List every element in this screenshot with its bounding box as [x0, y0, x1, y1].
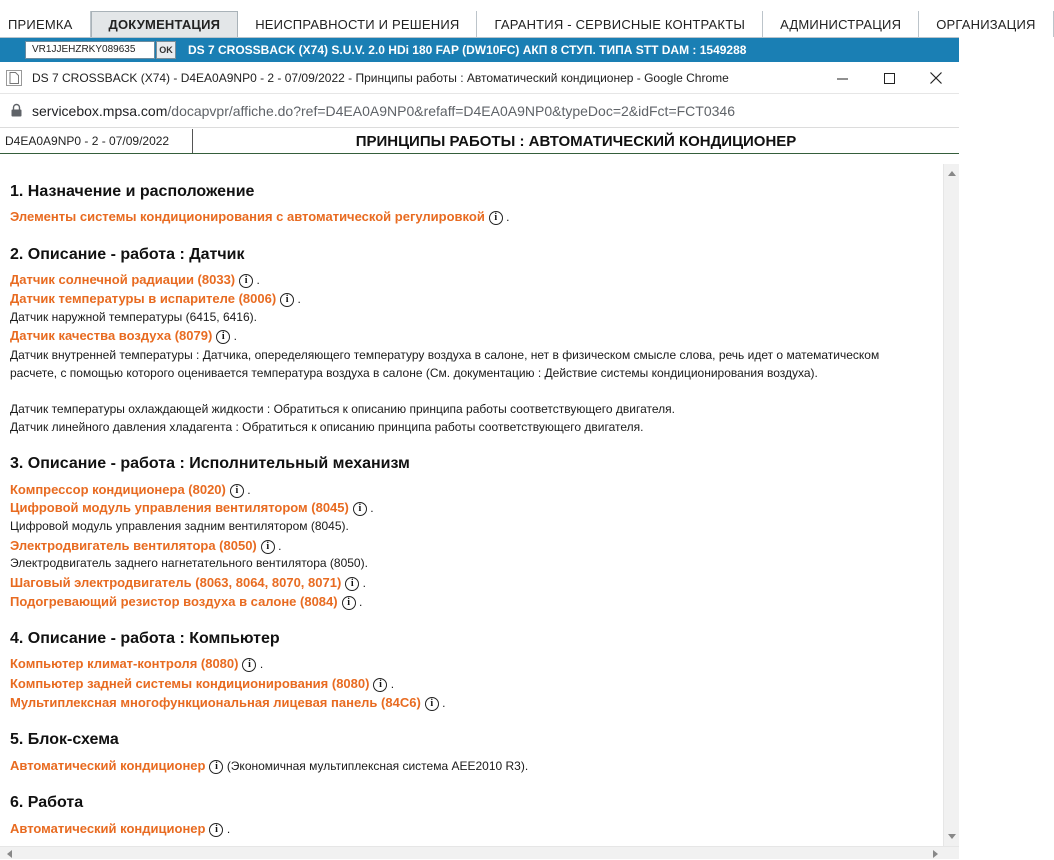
- info-icon[interactable]: i: [216, 330, 230, 344]
- section-heading: 4. Описание - работа : Компьютер: [10, 630, 280, 647]
- top-navigation: [0, 0, 1036, 38]
- list-item: Датчик линейного давления хладагента : Обратиться к описанию принципа работы соответствующего двигателя.: [10, 420, 644, 434]
- period: .: [358, 595, 363, 609]
- info-icon[interactable]: i: [280, 293, 294, 307]
- period: .: [370, 501, 374, 515]
- tab-warranty[interactable]: ГАРАНТИЯ - СЕРВИСНЫЕ КОНТРАКТЫ: [477, 11, 763, 37]
- list-item: [10, 593, 362, 611]
- period: .: [256, 273, 260, 287]
- vehicle-bar: [0, 38, 959, 62]
- doc-link[interactable]: Шаговый электродвигатель (8063, 8064, 8070, 8071): [10, 575, 342, 590]
- section-heading: 3. Описание - работа : Исполнительный механизм: [10, 455, 410, 472]
- list-item: [10, 290, 301, 308]
- period: .: [362, 576, 366, 590]
- scroll-right-icon[interactable]: [928, 847, 943, 860]
- vertical-scrollbar[interactable]: [943, 164, 959, 846]
- document-reference: D4EA0A9NP0 - 2 - 07/09/2022: [0, 129, 193, 153]
- scroll-left-icon[interactable]: [2, 847, 17, 860]
- list-item: [10, 655, 263, 673]
- tab-priemka[interactable]: ПРИЕМКА: [0, 11, 91, 37]
- info-icon[interactable]: i: [373, 678, 387, 692]
- list-item: [10, 694, 445, 712]
- window-titlebar: [0, 62, 959, 94]
- close-icon[interactable]: [913, 62, 959, 94]
- window-title: DS 7 CROSSBACK (X74) - D4EA0A9NP0 - 2 - 07/09/2022 - Принципы работы : Автоматический кондиционер - Google Chrome: [32, 70, 729, 85]
- period: .: [233, 329, 237, 343]
- period: .: [247, 483, 251, 497]
- page-icon: [6, 70, 22, 86]
- doc-link[interactable]: Компрессор кондиционера (8020): [10, 482, 226, 497]
- doc-link[interactable]: Автоматический кондиционер: [10, 758, 206, 773]
- document-content: [0, 164, 943, 846]
- paragraph: Датчик внутренней температуры : Датчика, опеределяющего температуру воздуха в салоне, нет в физическом смысле слова, речь идет о математическом расчете, с помощью которого оценивается температура воздуха в салоне (См. документацию : Действие системы кондиционирования воздуха).: [10, 348, 880, 380]
- block-diagram-note: (Экономичная мультиплексная система AEE2010 R3).: [226, 759, 529, 773]
- doc-link[interactable]: Компьютер задней системы кондиционирования (8080): [10, 676, 370, 691]
- list-item: [10, 675, 394, 693]
- info-icon[interactable]: i: [209, 760, 223, 774]
- vin-input[interactable]: VR1JJEHZRKY089635: [25, 41, 155, 59]
- list-item: [10, 574, 366, 592]
- list-item: [10, 208, 510, 226]
- info-icon[interactable]: i: [239, 274, 253, 288]
- address-bar[interactable]: [0, 94, 959, 128]
- list-item: Датчик наружной температуры (6415, 6416).: [10, 310, 257, 324]
- vin-ok-button[interactable]: OK: [156, 41, 176, 59]
- section-heading: 6. Работа: [10, 794, 84, 811]
- list-item: [10, 481, 251, 499]
- info-icon[interactable]: i: [230, 484, 244, 498]
- period: .: [226, 822, 231, 836]
- list-item: [10, 271, 260, 289]
- tab-documentation[interactable]: ДОКУМЕНТАЦИЯ: [91, 11, 239, 37]
- list-item: Электродвигатель заднего нагнетательного вентилятора (8050).: [10, 556, 368, 570]
- period: .: [442, 696, 446, 710]
- info-icon[interactable]: i: [342, 596, 356, 610]
- lock-icon[interactable]: [9, 104, 23, 118]
- info-icon[interactable]: i: [353, 502, 367, 516]
- period: .: [259, 657, 264, 671]
- period: .: [278, 539, 282, 553]
- period: .: [390, 677, 395, 691]
- section-heading: 2. Описание - работа : Датчик: [10, 246, 245, 263]
- doc-link[interactable]: Компьютер климат-контроля (8080): [10, 656, 239, 671]
- section-heading: 5. Блок-схема: [10, 731, 119, 748]
- doc-link[interactable]: Датчик температуры в испарителе (8006): [10, 291, 277, 306]
- section-heading: 1. Назначение и расположение: [10, 183, 255, 200]
- list-item: Датчик температуры охлаждающей жидкости : Обратиться к описанию принципа работы соответствующего двигателя.: [10, 402, 675, 416]
- doc-link[interactable]: Элементы системы кондиционирования с автоматической регулировкой: [10, 209, 485, 224]
- url-path: /docapvpr/affiche.do?ref=D4EA0A9NP0&refaff=D4EA0A9NP0&typeDoc=2&idFct=FCT0346: [167, 102, 735, 119]
- tab-administration[interactable]: АДМИНИСТРАЦИЯ: [763, 11, 919, 37]
- doc-link[interactable]: Цифровой модуль управления вентилятором (8045): [10, 500, 349, 515]
- doc-link[interactable]: Подогревающий резистор воздуха в салоне (8084): [10, 594, 338, 609]
- list-item: Цифровой модуль управления задним вентилятором (8045).: [10, 519, 349, 533]
- doc-link[interactable]: Автоматический кондиционер: [10, 821, 206, 836]
- minimize-icon[interactable]: [819, 62, 865, 94]
- horizontal-scrollbar[interactable]: [0, 846, 959, 859]
- vehicle-title: DS 7 CROSSBACK (X74) S.U.V. 2.0 HDi 180 FAP (DW10FC) АКП 8 СТУП. ТИПА STT DAM : 1549288: [188, 43, 747, 57]
- period: .: [297, 292, 301, 306]
- url-text[interactable]: [32, 103, 735, 119]
- info-icon[interactable]: i: [261, 540, 275, 554]
- scroll-down-icon[interactable]: [944, 829, 959, 844]
- tab-faults-solutions[interactable]: НЕИСПРАВНОСТИ И РЕШЕНИЯ: [238, 11, 477, 37]
- document-title: ПРИНЦИПЫ РАБОТЫ : АВТОМАТИЧЕСКИЙ КОНДИЦИОНЕР: [355, 132, 797, 150]
- info-icon[interactable]: i: [209, 823, 223, 837]
- tab-organization[interactable]: ОРГАНИЗАЦИЯ: [919, 11, 1053, 37]
- info-icon[interactable]: i: [489, 211, 503, 225]
- doc-link[interactable]: Мультиплексная многофункциональная лицевая панель (84C6): [10, 695, 421, 710]
- info-icon[interactable]: i: [242, 658, 256, 672]
- document-header: [0, 129, 959, 154]
- list-item: [10, 327, 237, 345]
- scroll-up-icon[interactable]: [944, 166, 959, 181]
- maximize-icon[interactable]: [866, 62, 912, 94]
- period: .: [506, 210, 510, 224]
- doc-link[interactable]: Датчик солнечной радиации (8033): [10, 272, 236, 287]
- list-item: [10, 757, 528, 775]
- list-item: [10, 820, 230, 838]
- info-icon[interactable]: i: [425, 697, 439, 711]
- list-item: [10, 537, 281, 555]
- list-item: [10, 499, 374, 517]
- doc-link[interactable]: Датчик качества воздуха (8079): [10, 328, 213, 343]
- info-icon[interactable]: i: [345, 577, 359, 591]
- doc-link[interactable]: Электродвигатель вентилятора (8050): [10, 538, 257, 553]
- url-host: servicebox.mpsa.com: [32, 102, 168, 119]
